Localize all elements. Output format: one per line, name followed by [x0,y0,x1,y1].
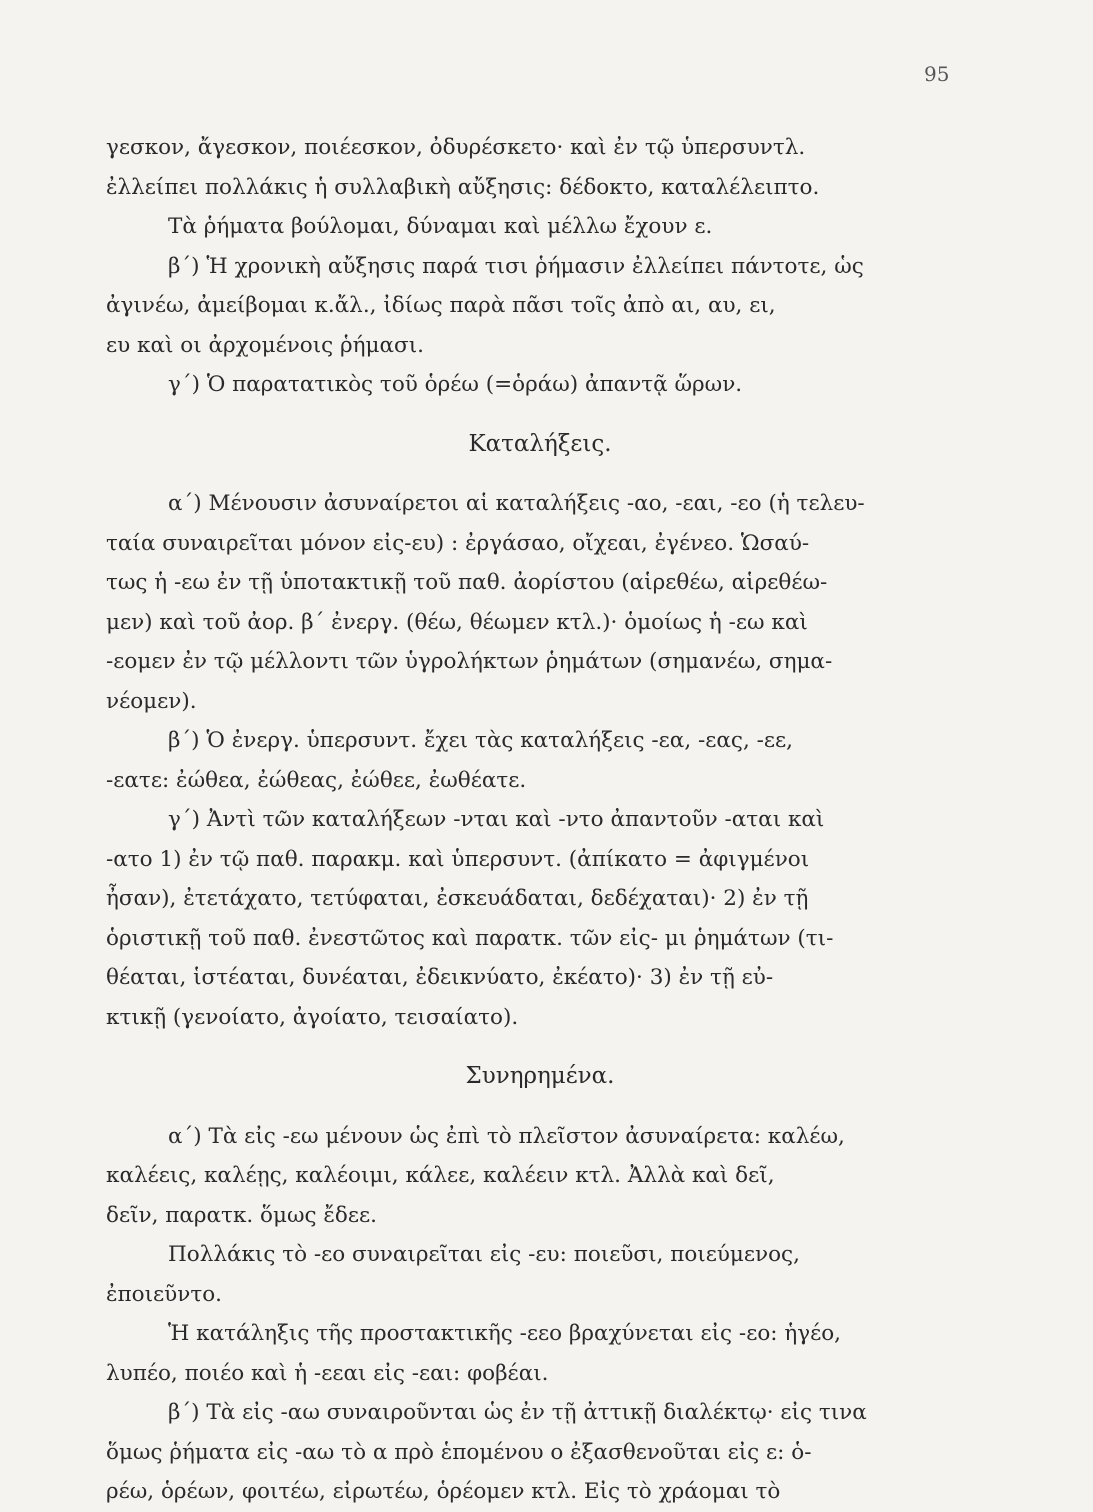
text-line: β΄) Ὁ ἐνεργ. ὑπερσυντ. ἔχει τὰς καταλήξεις -εα, -εας, -εε, [168,728,793,753]
text-line: ἐλλείπει πολλάκις ἡ συλλαβικὴ αὔξησις: δέδοκτο, καταλέλειπτο. [106,174,820,200]
page-number: 95 [924,62,950,86]
text-line: κτικῇ (γενοίατο, ἀγοίατο, τεισαίατο). [106,1004,519,1030]
text-line: θέαται, ἱστέαται, δυνέαται, ἐδεικνύατο, ἐκέατο)· 3) ἐν τῇ εὐ- [106,965,774,990]
text-line: -ατο 1) ἐν τῷ παθ. παρακμ. καὶ ὑπερσυντ. (ἀπίκατο = ἀφιγμένοι [106,846,810,872]
text-line: ἐποιεῦντο. [106,1281,222,1307]
text-line: ἀγινέω, ἀμείβομαι κ.ἄλ., ἰδίως παρὰ πᾶσι τοῖς ἀπὸ αι, αυ, ει, [106,293,776,318]
text-line: β΄) Τὰ εἰς -αω συναιροῦνται ὡς ἐν τῇ ἀττικῇ διαλέκτῳ· εἰς τινα [168,1400,867,1425]
text-line: ἦσαν), ἐτετάχατο, τετύφαται, ἐσκευάδαται, δεδέχαται)· 2) ἐν τῇ [106,886,809,911]
text-line: λυπέο, ποιέο καὶ ἡ -εεαι εἰς -εαι: φοβέαι. [106,1360,549,1386]
section-heading: Συνηρημένα. [465,1063,615,1089]
text-line: γ΄) Ὁ παρατατικὸς τοῦ ὁρέω (=ὁράω) ἀπαντᾷ ὥρων. [168,372,743,397]
text-line: ρέω, ὁρέων, φοιτέω, εἰρωτέω, ὁρέομεν κτλ. Εἰς τὸ χράομαι τὸ [106,1479,781,1504]
text-line: ευ καὶ οι ἀρχομένοις ῥήμασι. [106,332,424,358]
text-line: β΄) Ἡ χρονικὴ αὔξησις παρά τισι ῥήμασιν ἐλλείπει πάντοτε, ὡς [168,253,864,279]
text-line: -εατε: ἐώθεα, ἐώθεας, ἐώθεε, ἐωθέατε. [106,767,527,793]
text-line: μεν) καὶ τοῦ ἀορ. β΄ ἐνεργ. (θέω, θέωμεν κτλ.)· ὁμοίως ἡ -εω καὶ [106,609,808,635]
text-line: α΄) Μένουσιν ἀσυναίρετοι αἱ καταλήξεις -αο, -εαι, -εο (ἡ τελευ- [168,491,865,516]
text-line: ταία συναιρεῖται μόνον εἰς-ευ) : ἐργάσαο, οἴχεαι, ἐγένεο. Ὡσαύ- [106,530,810,556]
text-line: α΄) Τὰ εἰς -εω μένουν ὡς ἐπὶ τὸ πλεῖστον ἀσυναίρετα: καλέω, [168,1123,845,1149]
text-body [106,128,974,1512]
text-line: Τὰ ῥήματα βούλομαι, δύναμαι καὶ μέλλω ἔχουν ε. [168,214,713,239]
text-line: γ΄) Ἀντὶ τῶν καταλήξεων -νται καὶ -ντο ἀπαντοῦν -αται καὶ [168,807,825,832]
text-line: τως ἡ -εω ἐν τῇ ὑποτακτικῇ τοῦ παθ. ἀορίστου (αἱρεθέω, αἱρεθέω- [106,570,828,595]
text-line: γεσκον, ἄγεσκον, ποιέεσκον, ὀδυρέσκετο· καὶ ἐν τῷ ὑπερσυντλ. [106,135,806,160]
text-line: δεῖν, παρατκ. ὅμως ἔδεε. [106,1202,377,1228]
section-heading: Καταλήξεις. [468,430,612,457]
text-line: Ἡ κατάληξις τῆς προστακτικῆς -εεο βραχύνεται εἰς -εο: ἡγέο, [168,1321,842,1346]
text-line: ὅμως ῥήματα εἰς -αω τὸ α πρὸ ἑπομένου ο ἐξασθενοῦται εἰς ε: ὁ- [106,1439,812,1465]
text-line: -εομεν ἐν τῷ μέλλοντι τῶν ὑγρολήκτων ῥημάτων (σημανέω, σημα- [106,649,833,674]
text-line: Πολλάκις τὸ -εο συναιρεῖται εἰς -ευ: ποιεῦσι, ποιεύμενος, [168,1242,800,1267]
text-line: ὁριστικῇ τοῦ παθ. ἐνεστῶτος καὶ παρατκ. τῶν εἰς- μι ῥημάτων (τι- [106,925,834,951]
text-line: νέομεν). [106,688,197,714]
text-line: καλέεις, καλέῃς, καλέοιμι, κάλεε, καλέειν κτλ. Ἀλλὰ καὶ δεῖ, [106,1163,775,1188]
